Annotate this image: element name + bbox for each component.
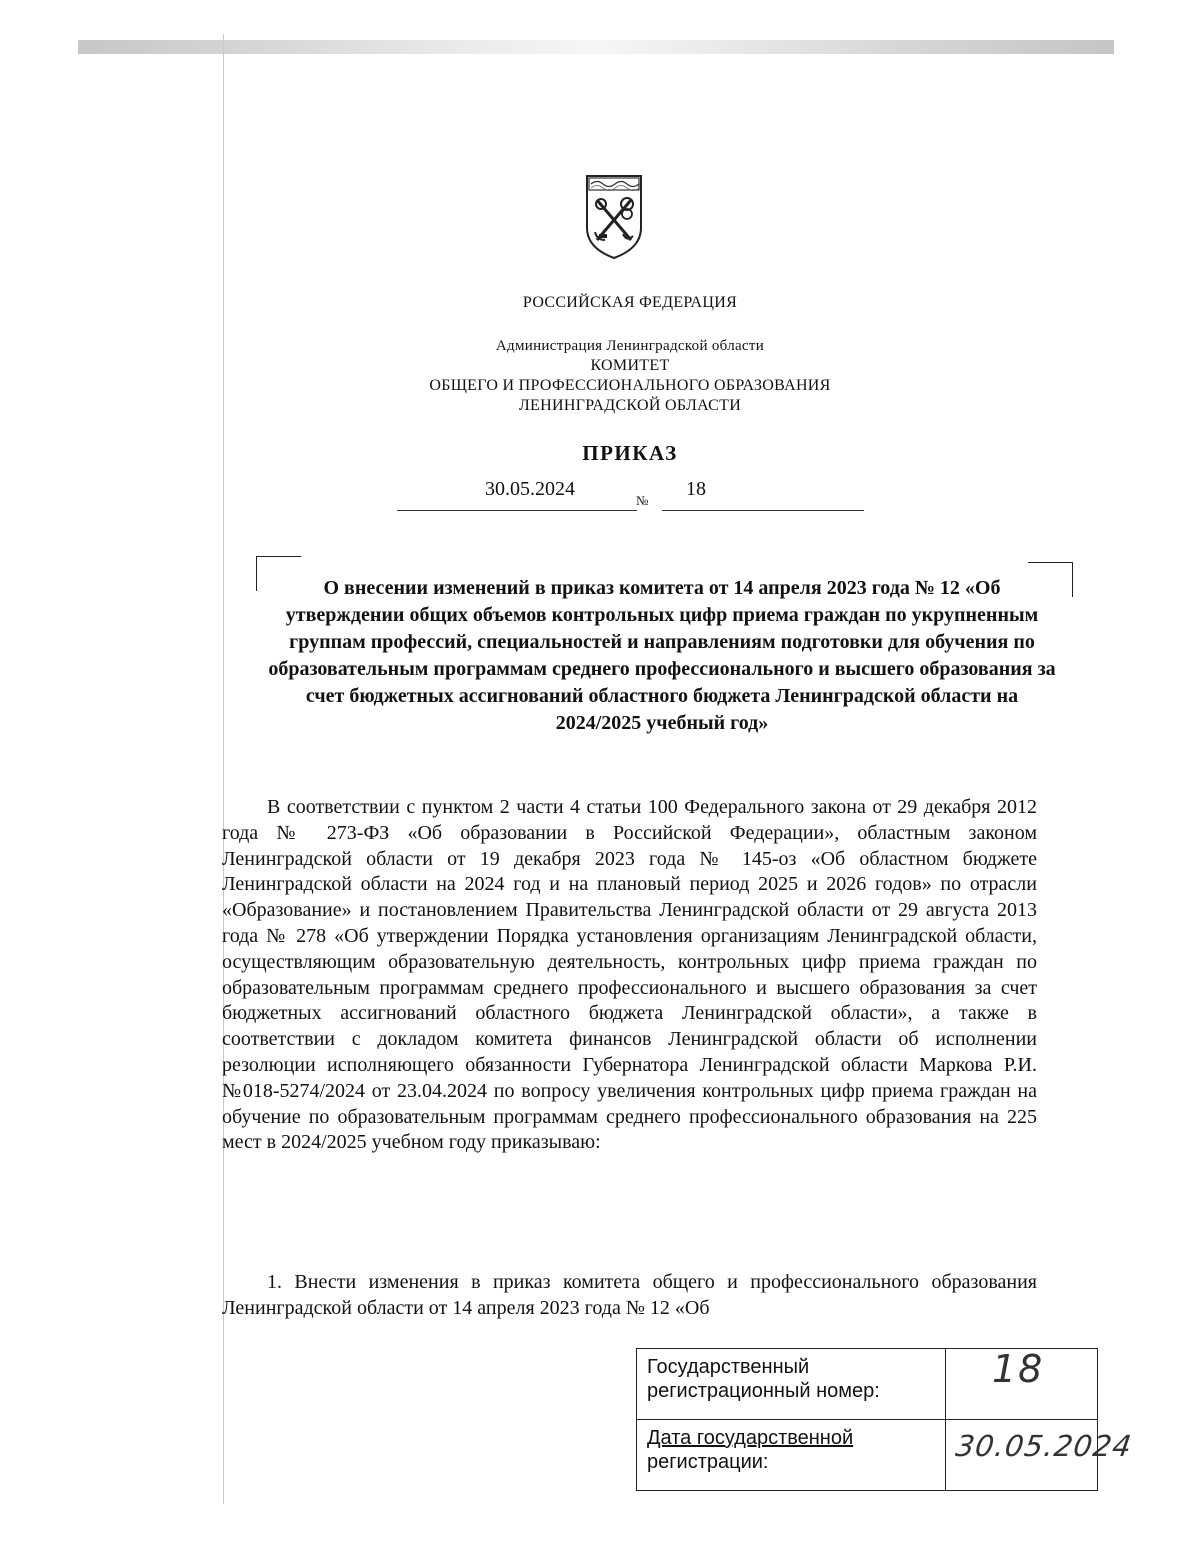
number-underline xyxy=(662,510,864,511)
administration-name: Администрация Ленинградской области xyxy=(495,338,765,354)
registration-number-label-line1: Государственный xyxy=(647,1356,810,1378)
scan-artifact-top xyxy=(78,40,1114,54)
body-paragraph-item-1: 1. Внести изменения в приказ комитета общего и профессионального образования Ленинградской области от 14 апреля 2023 года № 12 «Об xyxy=(222,1271,1037,1319)
committee-line-3: ЛЕНИНГРАДСКОЙ ОБЛАСТИ xyxy=(518,397,742,414)
order-number-sign: № xyxy=(636,493,649,508)
committee-line-1: КОМИТЕТ xyxy=(590,357,670,374)
registration-date-handwritten: 30.05.2024 xyxy=(953,1429,1135,1463)
registration-number-label xyxy=(637,1349,946,1420)
registration-number-label-line2: регистрационный номер: xyxy=(647,1380,880,1402)
registration-number-row xyxy=(637,1349,1098,1420)
document-title: ПРИКАЗ xyxy=(582,441,678,465)
body-paragraph-preamble: В соответствии с пунктом 2 части 4 статьи 100 Федерального закона от 29 декабря 2012 года № 273-ФЗ «Об образовании в Российской Федерации», областным законом Ленинградской области от 19 декабря 2023 года № 145-оз «Об областном бюджете Ленинградской области на 2024 год и на плановый период 2025 и 2026 годов» по отрасли «Образование» и постановлением Правительства Ленинградской области от 29 августа 2013 года № 278 «Об утверждении Порядка установления организациям Ленинградской области, осуществляющим образовательную деятельность, контрольных цифр приема граждан по образовательным программам среднего профессионального и высшего образования за счет бюджетных ассигнований областного бюджета Ленинградской области», а также в соответствии с докладом комитета финансов Ленинградской области об исполнении резолюции исполняющего обязанности Губернатора Ленинградской области Маркова Р.И. №018-5274/2024 от 23.04.2024 по вопросу увеличения контрольных цифр приема граждан на обучение по образовательным программам среднего профессионального образования на 225 мест в 2024/2025 учебном году приказываю: xyxy=(222,796,1037,1154)
registration-date-cell xyxy=(946,1420,1135,1491)
registration-date-label-line1: Дата государственной xyxy=(647,1427,854,1449)
registration-date-row xyxy=(637,1420,1098,1491)
document-subject: О внесении изменений в приказ комитета от 14 апреля 2023 года № 12 «Об утверждении общих объемов контрольных цифр приема граждан по укрупненным группам профессий, специальностей и направлениям подготовки для обучения по образовательным программам среднего профессионального и высшего образования за счет бюджетных ассигнований областного бюджета Ленинградской области на 2024/2025 учебный год» xyxy=(268,577,1056,734)
date-underline xyxy=(397,510,637,511)
registration-number-cell xyxy=(946,1349,1098,1420)
coat-of-arms-emblem xyxy=(583,170,645,260)
registration-date-label xyxy=(637,1420,946,1491)
registration-date-label-line2: регистрации: xyxy=(647,1451,769,1473)
order-number: 18 xyxy=(686,478,706,500)
order-date: 30.05.2024 xyxy=(485,478,575,500)
country-name: РОССИЙСКАЯ ФЕДЕРАЦИЯ xyxy=(522,294,738,311)
registration-number-handwritten: 18 xyxy=(992,1347,1045,1391)
registration-table xyxy=(636,1347,1135,1491)
committee-line-2: ОБЩЕГО И ПРОФЕССИОНАЛЬНОГО ОБРАЗОВАНИЯ xyxy=(429,377,831,394)
